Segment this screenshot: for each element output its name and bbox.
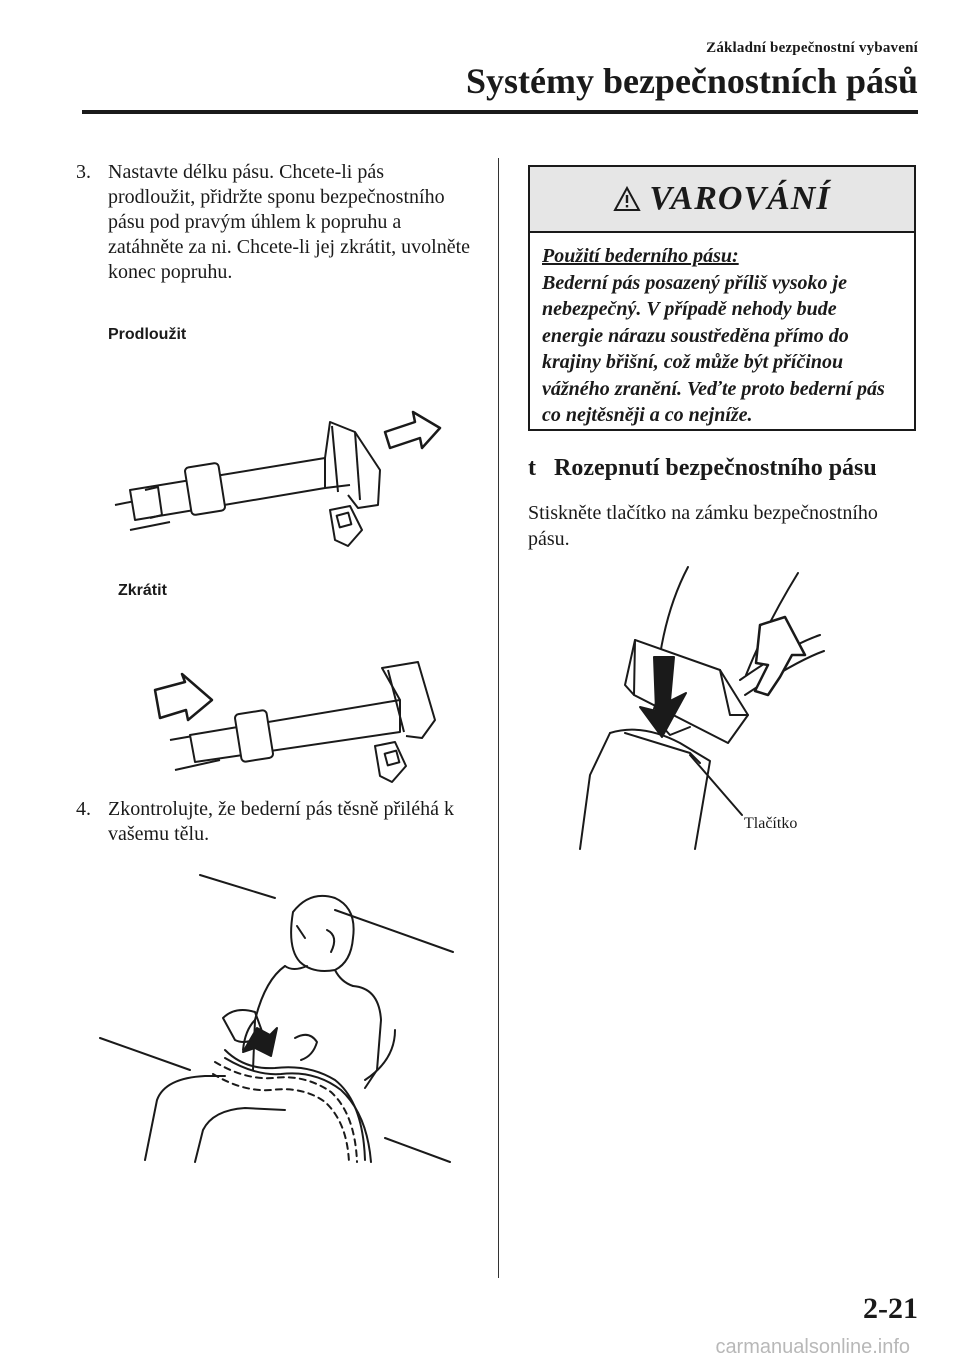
step-4-text: Zkontrolujte, že bederní pás těsně přiléhá k vašemu tělu. [108, 798, 454, 845]
header-subtitle: Základní bezpečnostní vybavení [706, 40, 918, 56]
lengthen-label: Prodloužit [108, 326, 187, 343]
section-bullet: t [528, 455, 536, 481]
button-label: Tlačítko [744, 815, 798, 832]
section-body: Stiskněte tlačítko na zámku bezpečnostního pásu. [528, 502, 878, 550]
watermark: carmanualsonline.info [715, 1336, 910, 1358]
warning-subtitle: Použití bederního pásu: [542, 245, 739, 267]
seated-person-illustration [95, 870, 465, 1170]
section-title-text: Rozepnutí bezpečnostního pásu [554, 455, 877, 481]
warning-title: VAROVÁNÍ [649, 180, 831, 217]
lengthen-illustration [110, 410, 460, 560]
warning-text: Bederní pás posazený příliš vysoko je nebezpečný. V případě nehody bude energie nárazu soustředěna přímo do krajiny břišní, což může být příčinou vážného zranění. Veďte proto bederní pás co nejtěsněji a co nejníže. [542, 271, 885, 426]
header-title: Systémy bezpečnostních pásů [465, 61, 918, 101]
warning-body [530, 233, 914, 429]
section-title [528, 455, 877, 482]
header-rule [82, 110, 918, 114]
column-divider [498, 158, 499, 1278]
step-3 [76, 160, 476, 285]
step-4 [76, 797, 476, 847]
warning-triangle-icon [613, 186, 641, 212]
step-3-text: Nastavte délku pásu. Chcete-li pás prodloužit, přidržte sponu bezpečnostního pásu pod pravým úhlem k popruhu a zatáhněte za ni. Chcete-li jej zkrátit, uvolněte konec popruhu. [108, 161, 471, 283]
warning-header [530, 167, 914, 233]
shorten-label: Zkrátit [118, 582, 167, 599]
warning-box [528, 165, 916, 431]
buckle-release-illustration [570, 565, 830, 850]
step-4-number: 4. [76, 798, 91, 820]
page-number: 2-21 [863, 1292, 918, 1325]
shorten-illustration [150, 660, 450, 790]
step-3-number: 3. [76, 161, 91, 183]
